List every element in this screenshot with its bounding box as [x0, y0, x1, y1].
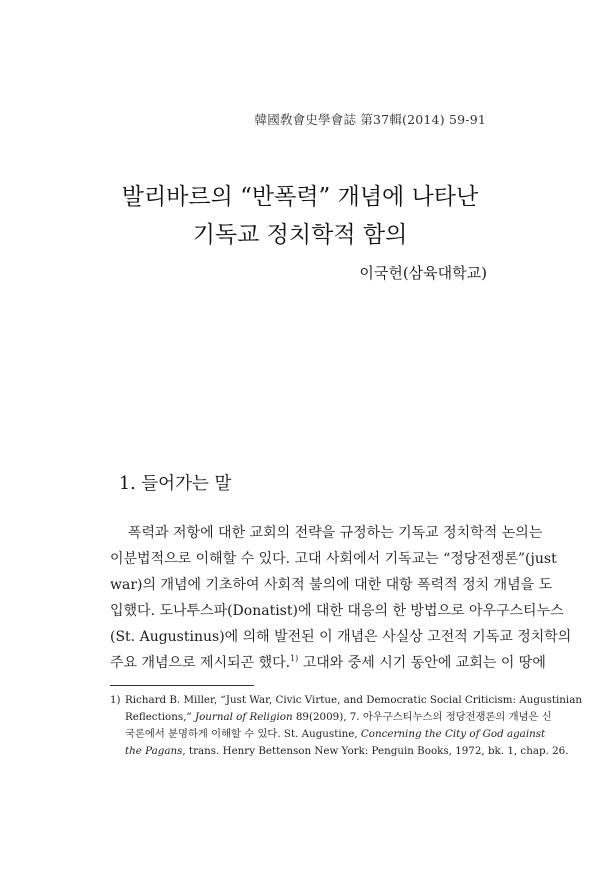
book-title-part-2: the Pagans [125, 745, 183, 757]
footnote-line-1 [110, 692, 582, 709]
body-line-3: war)의 개념에 기초하여 사회적 불의에 대한 대항 폭력적 정치 개념을 도 [110, 577, 553, 593]
journal-name: Journal of Religion [194, 711, 293, 723]
body-line-4: 입했다. 도나투스파(Donatist)에 대한 대응의 한 방법으로 아우구스티누스 [110, 603, 564, 619]
body-line-6-text: 주요 개념으로 제시되곤 했다. [110, 655, 291, 671]
body-line-6-tail: 고대와 중세 시기 동안에 교회는 이 땅에 [298, 655, 546, 671]
book-title-part-1: Concerning the City of God against [360, 728, 546, 740]
article-title [0, 178, 600, 254]
footnote-line-2 [110, 709, 552, 726]
author-affiliation: 이국헌(삼육대학교) [359, 264, 487, 282]
footnote-text-4b: , trans. Henry Bettenson New York: Penguin Books, 1972, bk. 1, chap. 26. [182, 745, 569, 757]
footnote-text-3a: 국론에서 분명하게 이해할 수 있다. St. Augustine, [125, 728, 361, 740]
body-line-6 [110, 650, 546, 676]
footnote-text-2b: 89(2009), 7. 아우구스티누스의 정당전쟁론의 개념은 신 [292, 711, 552, 723]
body-line-2: 이분법적으로 이해할 수 있다. 고대 사회에서 기독교는 “정당전쟁론”(just [110, 551, 557, 567]
footnote-text-1: Richard B. Miller, “Just War, Civic Virtue, and Democratic Social Criticism: Augustinian [125, 694, 582, 706]
section-heading: 1. 들어가는 말 [119, 474, 232, 494]
footnote-line-4 [110, 743, 569, 760]
footnote [110, 692, 582, 760]
title-line-1: 발리바르의 “반폭력” 개념에 나타난 [121, 184, 479, 210]
body-line-1: 폭력과 저항에 대한 교회의 전략을 규정하는 기독교 정치학적 논의는 [128, 525, 543, 541]
footnote-divider [110, 685, 254, 686]
body-paragraph [110, 520, 572, 676]
footnote-number: 1) [110, 694, 121, 706]
footnote-line-3 [110, 726, 546, 743]
body-line-5: (St. Augustinus)에 의해 발전된 이 개념은 사실상 고전적 기독교 정치학의 [110, 629, 572, 645]
title-line-2: 기독교 정치학적 함의 [192, 222, 408, 248]
footnote-text-2a: Reflections,” [125, 711, 195, 723]
footnote-reference[interactable]: 1) [290, 654, 299, 663]
journal-header: 韓國敎會史學會誌 第37輯(2014) 59-91 [254, 112, 486, 127]
